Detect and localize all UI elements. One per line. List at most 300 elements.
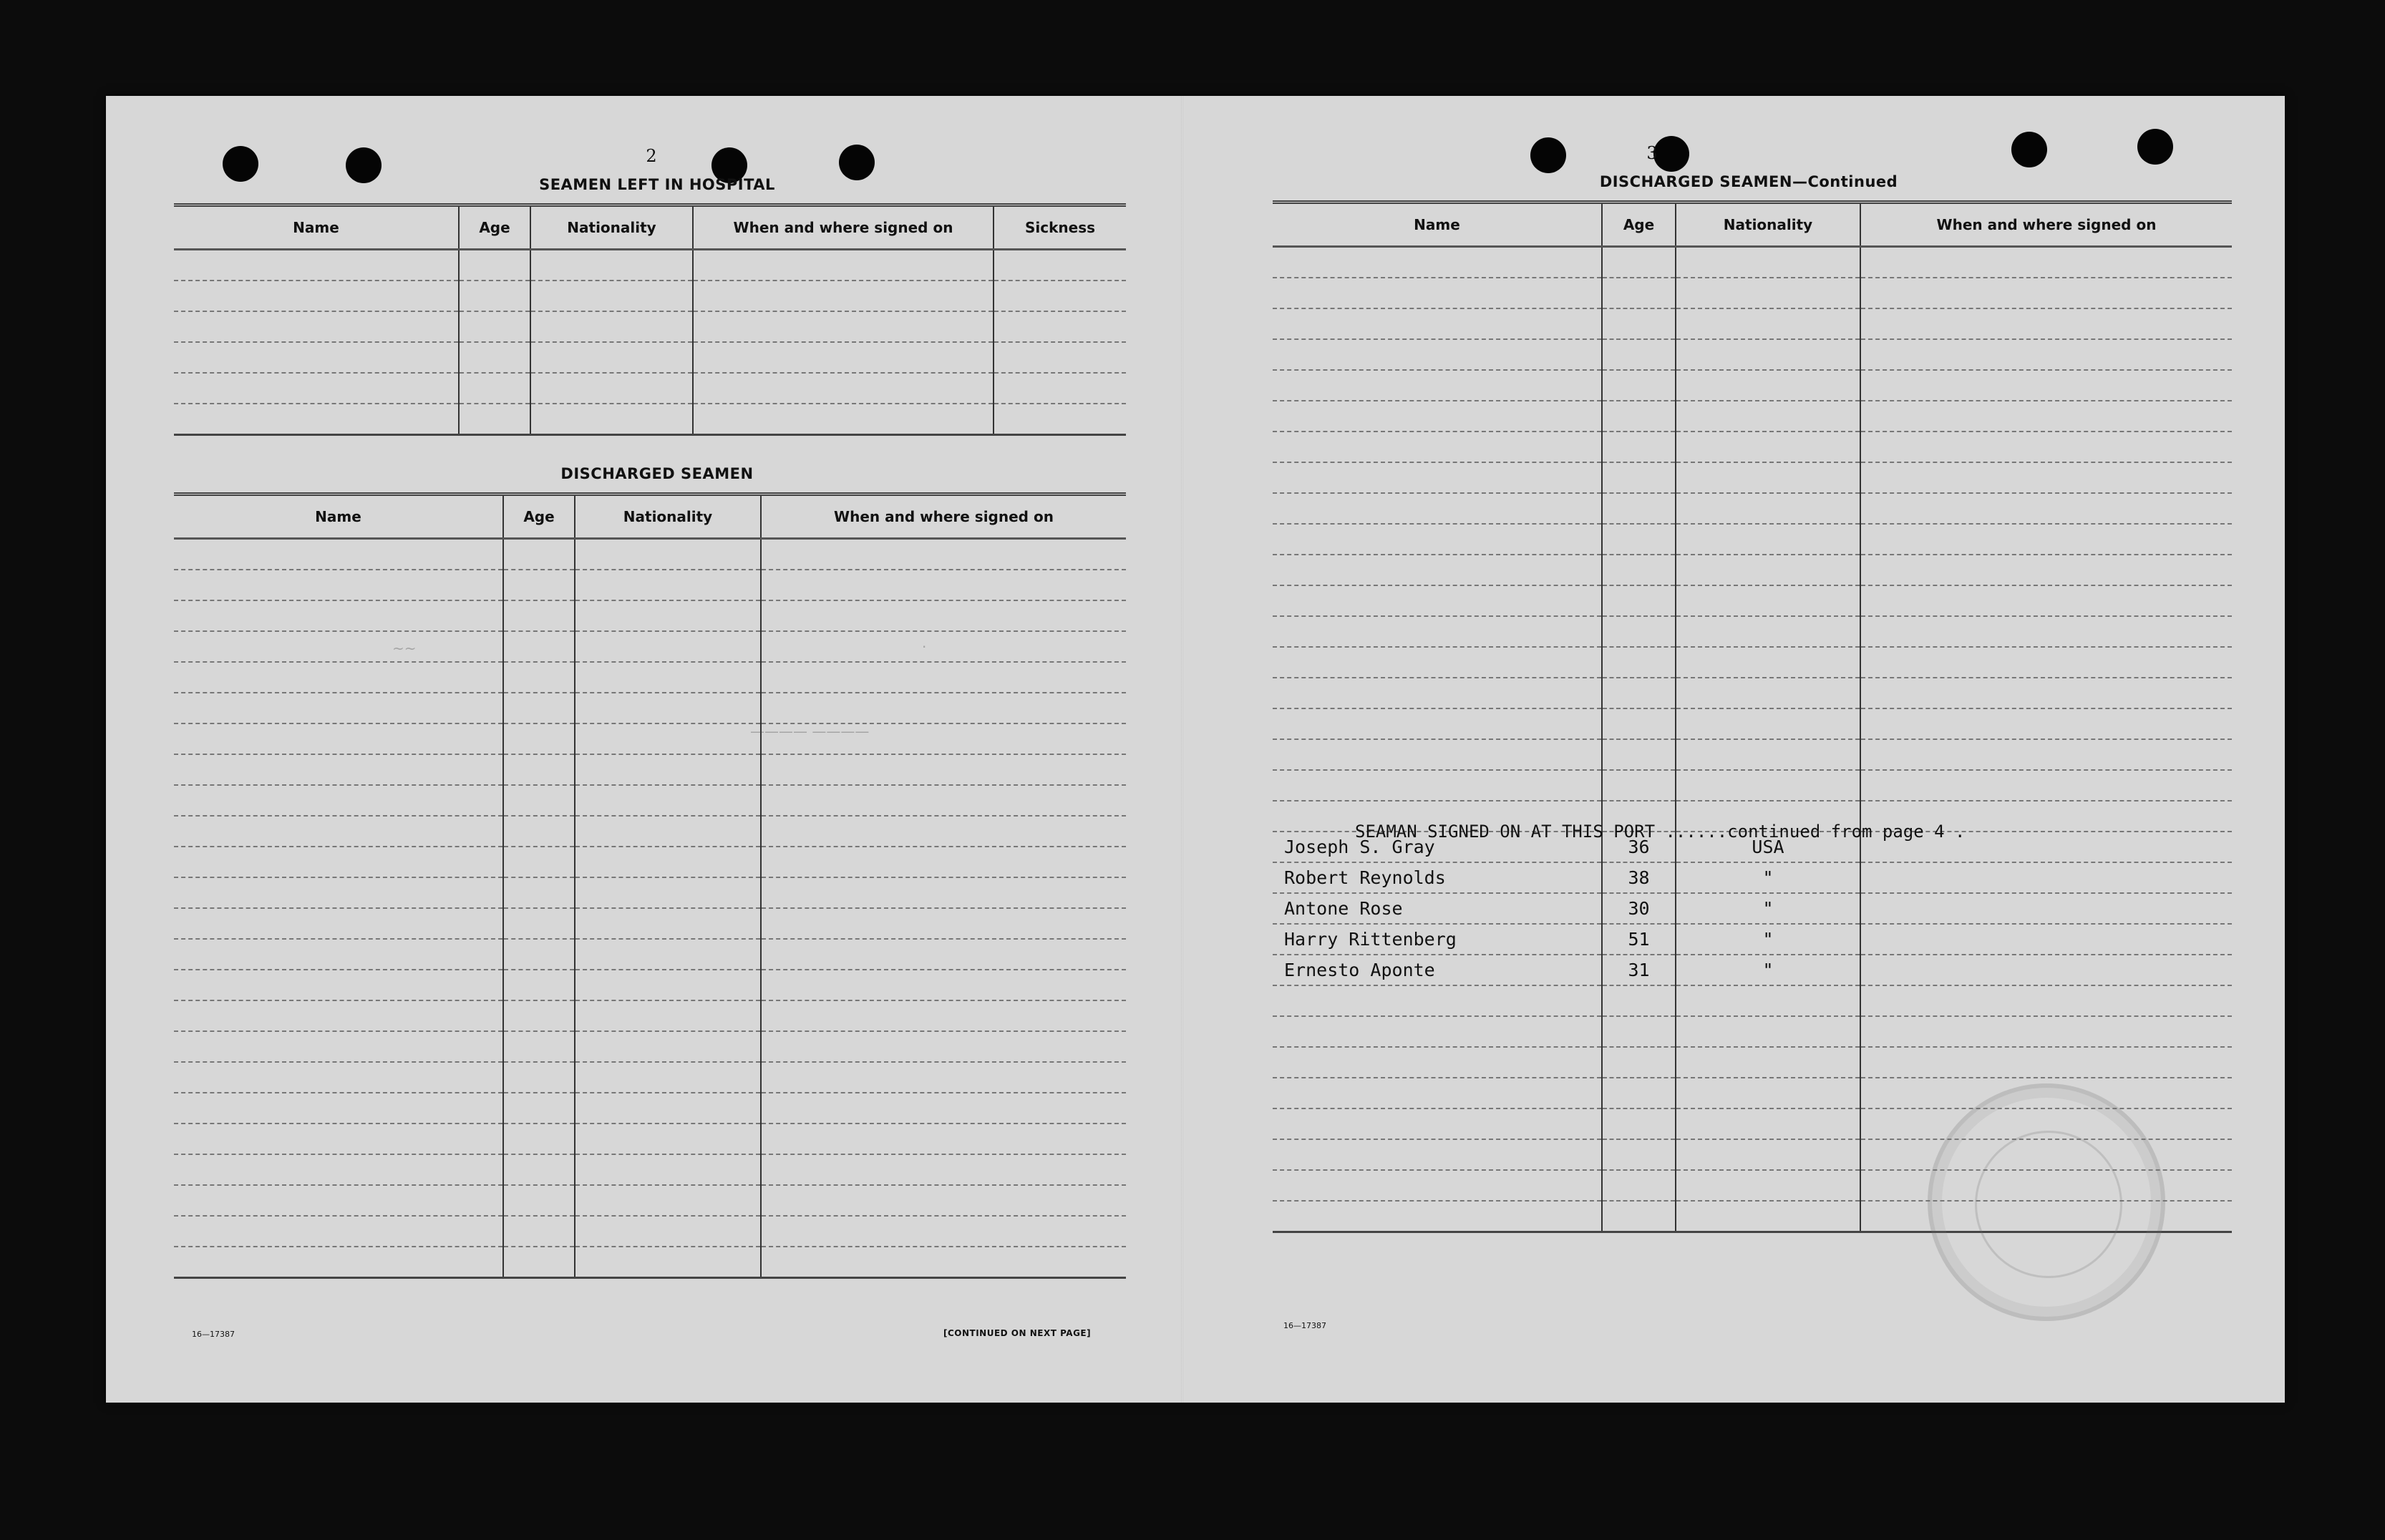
name-cell	[174, 1000, 503, 1031]
seaman-name: Joseph S. Gray	[1273, 832, 1602, 862]
nationality-cell	[575, 1185, 761, 1216]
name-cell	[1273, 708, 1602, 739]
seaman-nationality: "	[1676, 862, 1860, 893]
table-row	[1273, 493, 2232, 524]
name-cell	[1273, 524, 1602, 555]
age-cell	[503, 785, 575, 816]
table-row	[174, 754, 1126, 785]
signed-on-cell	[1860, 493, 2232, 524]
column-header-age: Age	[503, 494, 575, 539]
table-row	[174, 816, 1126, 847]
column-header-nationality: Nationality	[530, 205, 693, 250]
signed-on-cell	[1860, 647, 2232, 678]
name-cell	[174, 754, 503, 785]
seaman-name: Harry Rittenberg	[1273, 924, 1602, 955]
age-cell	[1602, 647, 1676, 678]
name-cell	[174, 342, 459, 373]
seaman-nationality: USA	[1676, 832, 1860, 862]
name-cell	[174, 1093, 503, 1124]
age-cell	[1602, 247, 1676, 278]
nationality-cell	[1676, 678, 1860, 708]
signed-on-cell	[761, 877, 1126, 908]
signed-on-cell	[761, 970, 1126, 1000]
signed-on-cell	[1860, 339, 2232, 370]
table-row	[174, 1000, 1126, 1031]
age-cell	[1602, 678, 1676, 708]
age-cell	[503, 662, 575, 693]
seaman-row	[1273, 862, 2232, 893]
form-code: 16—17387	[192, 1330, 235, 1339]
age-cell	[503, 600, 575, 631]
nationality-cell	[575, 600, 761, 631]
right-discharged-table	[1273, 200, 2232, 1233]
name-cell	[1273, 1016, 1602, 1047]
age-cell	[1602, 308, 1676, 339]
nationality-cell	[1676, 524, 1860, 555]
nationality-cell	[1676, 1108, 1860, 1139]
age-cell	[1602, 524, 1676, 555]
age-cell	[503, 939, 575, 970]
name-cell	[1273, 616, 1602, 647]
signed-on-cell	[693, 342, 994, 373]
signed-on-cell	[1860, 1016, 2232, 1047]
age-cell	[503, 1247, 575, 1278]
table-row	[174, 693, 1126, 723]
name-cell	[1273, 401, 1602, 432]
table-row	[174, 1124, 1126, 1154]
age-cell	[459, 373, 530, 404]
table-row	[174, 785, 1126, 816]
signed-on-cell	[693, 373, 994, 404]
signed-on-cell	[1860, 247, 2232, 278]
sickness-cell	[994, 281, 1126, 311]
age-cell	[503, 908, 575, 939]
nationality-cell	[1676, 1078, 1860, 1108]
nationality-cell	[1676, 1139, 1860, 1170]
nationality-cell	[575, 754, 761, 785]
table-row	[174, 539, 1126, 570]
nationality-cell	[575, 877, 761, 908]
age-cell	[503, 570, 575, 600]
name-cell	[1273, 1139, 1602, 1170]
seaman-age: 30	[1602, 893, 1676, 924]
column-header-age: Age	[459, 205, 530, 250]
nationality-cell	[1676, 339, 1860, 370]
signed-on-cell	[1860, 432, 2232, 462]
left-page	[106, 96, 1181, 1403]
table-row	[1273, 1047, 2232, 1078]
signed-on-cell	[761, 908, 1126, 939]
name-cell	[174, 662, 503, 693]
age-cell	[1602, 1139, 1676, 1170]
table-row	[1273, 432, 2232, 462]
name-cell	[174, 1185, 503, 1216]
signed-on-cell	[761, 754, 1126, 785]
signed-on-cell	[1860, 462, 2232, 493]
signed-on-cell	[761, 847, 1126, 877]
age-cell	[1602, 555, 1676, 585]
table-row	[174, 250, 1126, 281]
name-cell	[174, 1031, 503, 1062]
nationality-cell	[1676, 370, 1860, 401]
seaman-age: 31	[1602, 955, 1676, 985]
hospital-table	[174, 203, 1126, 436]
signed-on-cell	[761, 1031, 1126, 1062]
signed-on-cell	[761, 785, 1126, 816]
signed-on-cell	[761, 1000, 1126, 1031]
signed-on-cell	[1860, 401, 2232, 432]
table-row	[174, 847, 1126, 877]
signed-on-cell	[761, 631, 1126, 662]
page-number: 3	[1646, 143, 1658, 163]
page-number: 2	[646, 146, 657, 166]
table-row	[1273, 708, 2232, 739]
name-cell	[174, 970, 503, 1000]
discharged-section-title: DISCHARGED SEAMEN	[560, 465, 754, 482]
table-row	[174, 404, 1126, 435]
name-cell	[174, 1062, 503, 1093]
age-cell	[503, 1062, 575, 1093]
document-sheet	[106, 96, 2285, 1403]
name-cell	[174, 693, 503, 723]
age-cell	[459, 404, 530, 435]
age-cell	[503, 1185, 575, 1216]
nationality-cell	[575, 1154, 761, 1185]
age-cell	[503, 1216, 575, 1247]
name-cell	[174, 1154, 503, 1185]
age-cell	[1602, 401, 1676, 432]
nationality-cell	[1676, 462, 1860, 493]
name-cell	[174, 281, 459, 311]
name-cell	[174, 539, 503, 570]
age-cell	[503, 754, 575, 785]
age-cell	[1602, 493, 1676, 524]
age-cell	[1602, 1170, 1676, 1201]
signed-on-cell	[761, 570, 1126, 600]
signed-on-cell	[1860, 739, 2232, 770]
signed-on-cell	[761, 816, 1126, 847]
signed-on-cell	[1860, 370, 2232, 401]
name-cell	[1273, 493, 1602, 524]
table-row	[1273, 247, 2232, 278]
age-cell	[459, 342, 530, 373]
nationality-cell	[575, 908, 761, 939]
nationality-cell	[575, 939, 761, 970]
name-cell	[174, 847, 503, 877]
signed-on-cell	[761, 1124, 1126, 1154]
nationality-cell	[575, 1124, 761, 1154]
table-row	[174, 342, 1126, 373]
signed-on-cell	[1860, 862, 2232, 893]
age-cell	[503, 877, 575, 908]
signed-on-cell	[1860, 555, 2232, 585]
name-cell	[174, 723, 503, 754]
name-cell	[1273, 678, 1602, 708]
nationality-cell	[575, 970, 761, 1000]
form-code: 16—17387	[1283, 1321, 1326, 1330]
nationality-cell	[575, 723, 761, 754]
nationality-cell	[575, 785, 761, 816]
signed-on-cell	[1860, 678, 2232, 708]
seaman-age: 38	[1602, 862, 1676, 893]
signed-on-cell	[693, 311, 994, 342]
column-header-name: Name	[174, 494, 503, 539]
nationality-cell	[575, 693, 761, 723]
table-row	[174, 939, 1126, 970]
seaman-row	[1273, 955, 2232, 985]
age-cell	[503, 693, 575, 723]
nationality-cell	[575, 539, 761, 570]
signed-on-cell	[761, 600, 1126, 631]
table-row	[174, 1093, 1126, 1124]
right-header-row	[1273, 203, 2232, 247]
table-row	[174, 281, 1126, 311]
age-cell	[459, 281, 530, 311]
sickness-cell	[994, 311, 1126, 342]
faded-bleed-through: ———— ————	[750, 723, 870, 740]
name-cell	[174, 939, 503, 970]
signed-on-cell	[1860, 708, 2232, 739]
nationality-cell	[575, 570, 761, 600]
signed-on-cell	[761, 939, 1126, 970]
signed-on-cell	[1860, 924, 2232, 955]
signed-on-cell	[761, 1093, 1126, 1124]
table-row	[174, 631, 1126, 662]
age-cell	[1602, 770, 1676, 801]
column-header-sickness: Sickness	[994, 205, 1126, 250]
signed-on-cell	[761, 1247, 1126, 1278]
name-cell	[1273, 555, 1602, 585]
seaman-name: Robert Reynolds	[1273, 862, 1602, 893]
age-cell	[503, 631, 575, 662]
age-cell	[1602, 708, 1676, 739]
signed-on-cell	[761, 1185, 1126, 1216]
column-header-age: Age	[1602, 203, 1676, 247]
nationality-cell	[1676, 985, 1860, 1016]
age-cell	[503, 1031, 575, 1062]
age-cell	[503, 723, 575, 754]
discharged-table	[174, 492, 1126, 1279]
nationality-cell	[575, 847, 761, 877]
signed-on-cell	[1860, 770, 2232, 801]
age-cell	[1602, 1016, 1676, 1047]
age-cell	[459, 311, 530, 342]
nationality-cell	[1676, 1201, 1860, 1232]
name-cell	[1273, 739, 1602, 770]
signed-on-cell	[693, 404, 994, 435]
table-row	[174, 908, 1126, 939]
signed-on-cell	[761, 1216, 1126, 1247]
faded-bleed-through: ~~	[392, 640, 417, 657]
column-header-signed-on: When and where signed on	[693, 205, 994, 250]
age-cell	[503, 539, 575, 570]
name-cell	[174, 404, 459, 435]
table-row	[1273, 370, 2232, 401]
nationality-cell	[1676, 555, 1860, 585]
hospital-header-row	[174, 205, 1126, 250]
column-header-signed-on: When and where signed on	[1860, 203, 2232, 247]
name-cell	[174, 1216, 503, 1247]
name-cell	[174, 631, 503, 662]
age-cell	[1602, 1108, 1676, 1139]
banner-row	[1273, 770, 2232, 801]
table-row	[1273, 678, 2232, 708]
seaman-age: 51	[1602, 924, 1676, 955]
nationality-cell	[1676, 493, 1860, 524]
signed-on-cell	[1860, 616, 2232, 647]
nationality-cell	[1676, 647, 1860, 678]
table-row	[174, 1185, 1126, 1216]
name-cell	[174, 600, 503, 631]
column-header-nationality: Nationality	[1676, 203, 1860, 247]
nationality-cell	[1676, 308, 1860, 339]
nationality-cell	[575, 662, 761, 693]
name-cell	[1273, 247, 1602, 278]
nationality-cell	[1676, 401, 1860, 432]
name-cell	[174, 311, 459, 342]
signed-on-cell	[693, 250, 994, 281]
continued-note: [CONTINUED ON NEXT PAGE]	[943, 1328, 1092, 1338]
name-cell	[1273, 585, 1602, 616]
seaman-nationality: "	[1676, 893, 1860, 924]
age-cell	[503, 1093, 575, 1124]
right-section-title-text: DISCHARGED SEAMEN	[1599, 173, 1792, 190]
name-cell	[1273, 1108, 1602, 1139]
age-cell	[1602, 1047, 1676, 1078]
faded-bleed-through: ·	[922, 638, 927, 656]
age-cell	[1602, 278, 1676, 308]
nationality-cell	[1676, 1047, 1860, 1078]
seaman-age: 36	[1602, 832, 1676, 862]
age-cell	[1602, 985, 1676, 1016]
seaman-nationality: "	[1676, 955, 1860, 985]
signed-on-banner: SEAMAN SIGNED ON AT THIS PORT ......continued from page 4 .	[1355, 822, 1966, 842]
name-cell	[174, 250, 459, 281]
table-row	[174, 723, 1126, 754]
seaman-row	[1273, 893, 2232, 924]
sickness-cell	[994, 342, 1126, 373]
table-row	[1273, 555, 2232, 585]
nationality-cell	[575, 1062, 761, 1093]
nationality-cell	[1676, 432, 1860, 462]
name-cell	[174, 785, 503, 816]
seaman-nationality: "	[1676, 924, 1860, 955]
table-row	[1273, 278, 2232, 308]
right-section-title-suffix: —Continued	[1792, 173, 1898, 190]
nationality-cell	[575, 1247, 761, 1278]
table-row	[1273, 1016, 2232, 1047]
signed-on-cell	[1860, 308, 2232, 339]
discharged-header-row	[174, 494, 1126, 539]
age-cell	[1602, 370, 1676, 401]
column-header-name: Name	[174, 205, 459, 250]
table-row	[1273, 985, 2232, 1016]
age-cell	[1602, 616, 1676, 647]
table-row	[174, 311, 1126, 342]
signed-on-cell	[1860, 585, 2232, 616]
age-cell	[1602, 432, 1676, 462]
table-row	[1273, 524, 2232, 555]
name-cell	[1273, 770, 1602, 801]
signed-on-cell	[761, 539, 1126, 570]
right-page	[1183, 96, 2285, 1403]
signed-on-cell	[761, 1154, 1126, 1185]
name-cell	[1273, 432, 1602, 462]
signed-on-cell	[761, 1062, 1126, 1093]
name-cell	[1273, 985, 1602, 1016]
nationality-cell	[530, 404, 693, 435]
table-row	[1273, 401, 2232, 432]
name-cell	[174, 877, 503, 908]
table-row	[174, 970, 1126, 1000]
name-cell	[174, 908, 503, 939]
nationality-cell	[1676, 585, 1860, 616]
age-cell	[1602, 1078, 1676, 1108]
name-cell	[1273, 1047, 1602, 1078]
name-cell	[1273, 1201, 1602, 1232]
seaman-name: Antone Rose	[1273, 893, 1602, 924]
nationality-cell	[575, 1216, 761, 1247]
nationality-cell	[1676, 247, 1860, 278]
name-cell	[174, 373, 459, 404]
table-row	[1273, 339, 2232, 370]
signed-on-cell	[693, 281, 994, 311]
sickness-cell	[994, 404, 1126, 435]
age-cell	[503, 1124, 575, 1154]
table-row	[1273, 308, 2232, 339]
nationality-cell	[1676, 1170, 1860, 1201]
nationality-cell	[1676, 1016, 1860, 1047]
table-row	[174, 1247, 1126, 1278]
nationality-cell	[530, 311, 693, 342]
table-row	[174, 1154, 1126, 1185]
signed-on-cell	[761, 662, 1126, 693]
name-cell	[174, 816, 503, 847]
nationality-cell	[1676, 770, 1860, 801]
name-cell	[1273, 1170, 1602, 1201]
table-row	[1273, 616, 2232, 647]
table-row	[174, 1216, 1126, 1247]
name-cell	[174, 570, 503, 600]
nationality-cell	[1676, 708, 1860, 739]
hospital-section-title: SEAMEN LEFT IN HOSPITAL	[539, 176, 775, 193]
name-cell	[1273, 308, 1602, 339]
name-cell	[1273, 1078, 1602, 1108]
name-cell	[1273, 647, 1602, 678]
age-cell	[459, 250, 530, 281]
signed-on-cell	[1860, 985, 2232, 1016]
nationality-cell	[575, 816, 761, 847]
table-row	[174, 600, 1126, 631]
name-cell	[174, 1124, 503, 1154]
column-header-signed-on: When and where signed on	[761, 494, 1126, 539]
age-cell	[1602, 585, 1676, 616]
table-row	[174, 570, 1126, 600]
nationality-cell	[1676, 278, 1860, 308]
age-cell	[503, 970, 575, 1000]
nationality-cell	[530, 250, 693, 281]
age-cell	[1602, 462, 1676, 493]
signed-on-cell	[1860, 955, 2232, 985]
name-cell	[1273, 278, 1602, 308]
signed-on-cell	[761, 693, 1126, 723]
sickness-cell	[994, 373, 1126, 404]
seaman-row	[1273, 924, 2232, 955]
faded-circular-stamp	[1928, 1083, 2165, 1321]
right-section-title	[1584, 173, 1913, 190]
nationality-cell	[1676, 616, 1860, 647]
table-row	[1273, 462, 2232, 493]
